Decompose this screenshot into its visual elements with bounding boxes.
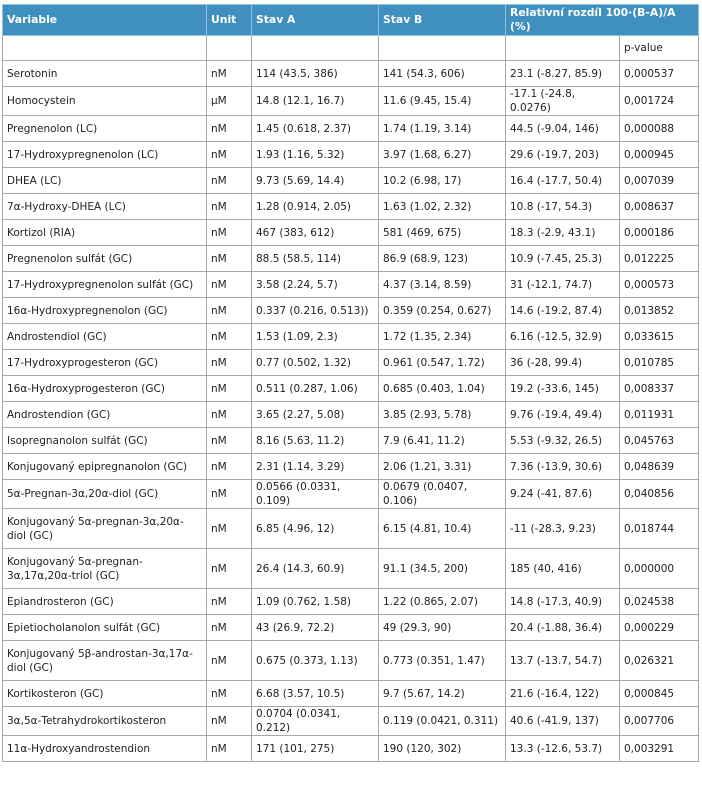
cell-stav-b: 0.119 (0.0421, 0.311) — [379, 707, 506, 736]
cell-stav-a: 2.31 (1.14, 3.29) — [252, 454, 379, 480]
header-cell-stav-b: Stav B — [379, 5, 506, 36]
cell-variable: Kortizol (RIA) — [3, 220, 207, 246]
cell-unit: nM — [207, 736, 252, 762]
cell-stav-b: 1.74 (1.19, 3.14) — [379, 116, 506, 142]
cell-p-value: 0,007039 — [620, 168, 699, 194]
header-cell-relative-difference: Relativní rozdíl 100·(B-A)/A (%) — [506, 5, 699, 36]
cell-relative-difference: 9.76 (-19.4, 49.4) — [506, 402, 620, 428]
cell-p-value: 0,000537 — [620, 61, 699, 87]
cell-variable: 17-Hydroxypregnenolon (LC) — [3, 142, 207, 168]
cell-unit: nM — [207, 641, 252, 681]
table-row — [3, 641, 699, 681]
cell-stav-a: 0.77 (0.502, 1.32) — [252, 350, 379, 376]
cell-p-value: 0,003291 — [620, 736, 699, 762]
cell-stav-b: 1.63 (1.02, 2.32) — [379, 194, 506, 220]
cell-relative-difference: 14.8 (-17.3, 40.9) — [506, 589, 620, 615]
cell-variable: Pregnenolon (LC) — [3, 116, 207, 142]
cell-stav-b: 3.97 (1.68, 6.27) — [379, 142, 506, 168]
cell-p-value: 0,040856 — [620, 480, 699, 509]
cell-stav-a: 1.09 (0.762, 1.58) — [252, 589, 379, 615]
cell-p-value: 0,000186 — [620, 220, 699, 246]
cell-p-value: 0,000000 — [620, 549, 699, 589]
cell-stav-b: 6.15 (4.81, 10.4) — [379, 509, 506, 549]
cell-variable: Konjugovaný 5α-pregnan-3α,20α-diol (GC) — [3, 509, 207, 549]
cell-p-value: 0,008337 — [620, 376, 699, 402]
cell-p-value: 0,013852 — [620, 298, 699, 324]
table-row — [3, 194, 699, 220]
cell-p-value: 0,011931 — [620, 402, 699, 428]
cell-stav-b: 11.6 (9.45, 15.4) — [379, 87, 506, 116]
cell-p-value: 0,000229 — [620, 615, 699, 641]
cell-unit: nM — [207, 549, 252, 589]
cell-stav-a: 43 (26.9, 72.2) — [252, 615, 379, 641]
cell-relative-difference: 10.8 (-17, 54.3) — [506, 194, 620, 220]
cell-p-value: 0,000573 — [620, 272, 699, 298]
cell-unit: nM — [207, 220, 252, 246]
cell-relative-difference: 44.5 (-9.04, 146) — [506, 116, 620, 142]
table-row — [3, 707, 699, 736]
cell-relative-difference: 185 (40, 416) — [506, 549, 620, 589]
cell-variable: 16α-Hydroxyprogesteron (GC) — [3, 376, 207, 402]
cell-stav-b: 0.0679 (0.0407, 0.106) — [379, 480, 506, 509]
cell-variable: Epietiocholanolon sulfát (GC) — [3, 615, 207, 641]
cell-variable: 17-Hydroxyprogesteron (GC) — [3, 350, 207, 376]
cell-stav-b: 0.359 (0.254, 0.627) — [379, 298, 506, 324]
cell-variable: 16α-Hydroxypregnenolon (GC) — [3, 298, 207, 324]
cell-unit: nM — [207, 509, 252, 549]
cell-unit: nM — [207, 454, 252, 480]
table-row — [3, 736, 699, 762]
cell-p-value: 0,048639 — [620, 454, 699, 480]
cell-stav-a: 26.4 (14.3, 60.9) — [252, 549, 379, 589]
cell-p-value: 0,000845 — [620, 681, 699, 707]
cell-p-value: 0,033615 — [620, 324, 699, 350]
cell-relative-difference: 14.6 (-19.2, 87.4) — [506, 298, 620, 324]
cell-stav-a: 0.0704 (0.0341, 0.212) — [252, 707, 379, 736]
table-row — [3, 61, 699, 87]
table-body — [3, 36, 699, 762]
cell-relative-difference: 21.6 (-16.4, 122) — [506, 681, 620, 707]
cell-unit: nM — [207, 142, 252, 168]
cell-p-value: 0,000945 — [620, 142, 699, 168]
subheader-cell-p-value: p-value — [620, 36, 699, 61]
cell-stav-a: 0.675 (0.373, 1.13) — [252, 641, 379, 681]
cell-stav-b: 3.85 (2.93, 5.78) — [379, 402, 506, 428]
cell-stav-b: 4.37 (3.14, 8.59) — [379, 272, 506, 298]
cell-p-value: 0,045763 — [620, 428, 699, 454]
cell-variable: 17-Hydroxypregnenolon sulfát (GC) — [3, 272, 207, 298]
cell-p-value: 0,024538 — [620, 589, 699, 615]
cell-unit: µM — [207, 87, 252, 116]
cell-stav-b: 86.9 (68.9, 123) — [379, 246, 506, 272]
header-cell-variable: Variable — [3, 5, 207, 36]
cell-variable: Homocystein — [3, 87, 207, 116]
cell-p-value: 0,008637 — [620, 194, 699, 220]
cell-stav-a: 1.28 (0.914, 2.05) — [252, 194, 379, 220]
cell-variable: Pregnenolon sulfát (GC) — [3, 246, 207, 272]
cell-p-value: 0,018744 — [620, 509, 699, 549]
cell-unit: nM — [207, 61, 252, 87]
cell-unit: nM — [207, 681, 252, 707]
cell-stav-a: 114 (43.5, 386) — [252, 61, 379, 87]
subheader-cell — [3, 36, 207, 61]
cell-variable: Isopregnanolon sulfát (GC) — [3, 428, 207, 454]
table-row — [3, 681, 699, 707]
cell-stav-b: 2.06 (1.21, 3.31) — [379, 454, 506, 480]
cell-stav-b: 141 (54.3, 606) — [379, 61, 506, 87]
table-row — [3, 220, 699, 246]
cell-variable: Androstendiol (GC) — [3, 324, 207, 350]
table-row — [3, 246, 699, 272]
table-row — [3, 454, 699, 480]
table-row — [3, 142, 699, 168]
cell-relative-difference: 19.2 (-33.6, 145) — [506, 376, 620, 402]
table-row — [3, 324, 699, 350]
cell-relative-difference: 31 (-12.1, 74.7) — [506, 272, 620, 298]
table-row — [3, 272, 699, 298]
cell-stav-b: 49 (29.3, 90) — [379, 615, 506, 641]
cell-p-value: 0,012225 — [620, 246, 699, 272]
cell-stav-b: 91.1 (34.5, 200) — [379, 549, 506, 589]
cell-unit: nM — [207, 707, 252, 736]
cell-unit: nM — [207, 116, 252, 142]
subheader-cell — [207, 36, 252, 61]
cell-relative-difference: 18.3 (-2.9, 43.1) — [506, 220, 620, 246]
cell-p-value: 0,026321 — [620, 641, 699, 681]
cell-unit: nM — [207, 194, 252, 220]
cell-relative-difference: 40.6 (-41.9, 137) — [506, 707, 620, 736]
table-row — [3, 615, 699, 641]
table-row — [3, 509, 699, 549]
cell-unit: nM — [207, 324, 252, 350]
table-row — [3, 376, 699, 402]
cell-stav-a: 171 (101, 275) — [252, 736, 379, 762]
cell-stav-b: 0.685 (0.403, 1.04) — [379, 376, 506, 402]
cell-relative-difference: 23.1 (-8.27, 85.9) — [506, 61, 620, 87]
cell-variable: Epiandrosteron (GC) — [3, 589, 207, 615]
cell-variable: Kortikosteron (GC) — [3, 681, 207, 707]
cell-relative-difference: 36 (-28, 99.4) — [506, 350, 620, 376]
cell-variable: 11α-Hydroxyandrostendion — [3, 736, 207, 762]
cell-p-value: 0,000088 — [620, 116, 699, 142]
cell-variable: Serotonin — [3, 61, 207, 87]
cell-unit: nM — [207, 298, 252, 324]
cell-stav-a: 0.0566 (0.0331, 0.109) — [252, 480, 379, 509]
cell-stav-b: 7.9 (6.41, 11.2) — [379, 428, 506, 454]
cell-unit: nM — [207, 615, 252, 641]
table-row — [3, 589, 699, 615]
header-cell-stav-a: Stav A — [252, 5, 379, 36]
cell-unit: nM — [207, 376, 252, 402]
cell-stav-a: 6.68 (3.57, 10.5) — [252, 681, 379, 707]
cell-variable: Konjugovaný 5β-androstan-3α,17α-diol (GC) — [3, 641, 207, 681]
cell-unit: nM — [207, 428, 252, 454]
table-row — [3, 480, 699, 509]
cell-unit: nM — [207, 350, 252, 376]
cell-stav-a: 3.65 (2.27, 5.08) — [252, 402, 379, 428]
cell-relative-difference: 7.36 (-13.9, 30.6) — [506, 454, 620, 480]
cell-stav-a: 1.53 (1.09, 2.3) — [252, 324, 379, 350]
cell-stav-b: 10.2 (6.98, 17) — [379, 168, 506, 194]
cell-relative-difference: 20.4 (-1.88, 36.4) — [506, 615, 620, 641]
header-cell-unit: Unit — [207, 5, 252, 36]
table-row — [3, 87, 699, 116]
cell-stav-b: 190 (120, 302) — [379, 736, 506, 762]
cell-unit: nM — [207, 246, 252, 272]
cell-relative-difference: 5.53 (-9.32, 26.5) — [506, 428, 620, 454]
cell-p-value: 0,001724 — [620, 87, 699, 116]
cell-relative-difference: -17.1 (-24.8, 0.0276) — [506, 87, 620, 116]
table-row — [3, 298, 699, 324]
cell-stav-a: 0.511 (0.287, 1.06) — [252, 376, 379, 402]
cell-stav-b: 0.773 (0.351, 1.47) — [379, 641, 506, 681]
cell-variable: Androstendion (GC) — [3, 402, 207, 428]
table-row — [3, 428, 699, 454]
data-table — [2, 4, 699, 762]
cell-p-value: 0,010785 — [620, 350, 699, 376]
cell-stav-a: 1.93 (1.16, 5.32) — [252, 142, 379, 168]
cell-unit: nM — [207, 589, 252, 615]
cell-unit: nM — [207, 402, 252, 428]
cell-variable: 3α,5α-Tetrahydrokortikosteron — [3, 707, 207, 736]
cell-unit: nM — [207, 168, 252, 194]
header-row — [3, 5, 699, 36]
table-row — [3, 116, 699, 142]
cell-stav-a: 3.58 (2.24, 5.7) — [252, 272, 379, 298]
subheader-cell — [379, 36, 506, 61]
cell-relative-difference: -11 (-28.3, 9.23) — [506, 509, 620, 549]
cell-relative-difference: 9.24 (-41, 87.6) — [506, 480, 620, 509]
cell-relative-difference: 13.7 (-13.7, 54.7) — [506, 641, 620, 681]
subheader-row — [3, 36, 699, 61]
cell-relative-difference: 10.9 (-7.45, 25.3) — [506, 246, 620, 272]
cell-variable: 7α-Hydroxy-DHEA (LC) — [3, 194, 207, 220]
cell-stav-b: 9.7 (5.67, 14.2) — [379, 681, 506, 707]
cell-stav-a: 8.16 (5.63, 11.2) — [252, 428, 379, 454]
cell-p-value: 0,007706 — [620, 707, 699, 736]
cell-stav-a: 6.85 (4.96, 12) — [252, 509, 379, 549]
subheader-cell — [252, 36, 379, 61]
cell-stav-a: 9.73 (5.69, 14.4) — [252, 168, 379, 194]
table-row — [3, 402, 699, 428]
cell-unit: nM — [207, 272, 252, 298]
cell-stav-b: 581 (469, 675) — [379, 220, 506, 246]
cell-relative-difference: 29.6 (-19.7, 203) — [506, 142, 620, 168]
subheader-cell — [506, 36, 620, 61]
cell-stav-a: 14.8 (12.1, 16.7) — [252, 87, 379, 116]
cell-relative-difference: 16.4 (-17.7, 50.4) — [506, 168, 620, 194]
cell-stav-a: 467 (383, 612) — [252, 220, 379, 246]
cell-stav-a: 1.45 (0.618, 2.37) — [252, 116, 379, 142]
table-row — [3, 168, 699, 194]
cell-unit: nM — [207, 480, 252, 509]
cell-variable: Konjugovaný 5α-pregnan-3α,17α,20α-triol (GC) — [3, 549, 207, 589]
table-row — [3, 549, 699, 589]
cell-stav-b: 1.72 (1.35, 2.34) — [379, 324, 506, 350]
cell-variable: Konjugovaný epipregnanolon (GC) — [3, 454, 207, 480]
cell-variable: 5α-Pregnan-3α,20α-diol (GC) — [3, 480, 207, 509]
cell-stav-a: 0.337 (0.216, 0.513)) — [252, 298, 379, 324]
cell-stav-b: 1.22 (0.865, 2.07) — [379, 589, 506, 615]
cell-stav-a: 88.5 (58.5, 114) — [252, 246, 379, 272]
table-header — [3, 5, 699, 36]
cell-stav-b: 0.961 (0.547, 1.72) — [379, 350, 506, 376]
cell-relative-difference: 13.3 (-12.6, 53.7) — [506, 736, 620, 762]
cell-variable: DHEA (LC) — [3, 168, 207, 194]
table-row — [3, 350, 699, 376]
cell-relative-difference: 6.16 (-12.5, 32.9) — [506, 324, 620, 350]
